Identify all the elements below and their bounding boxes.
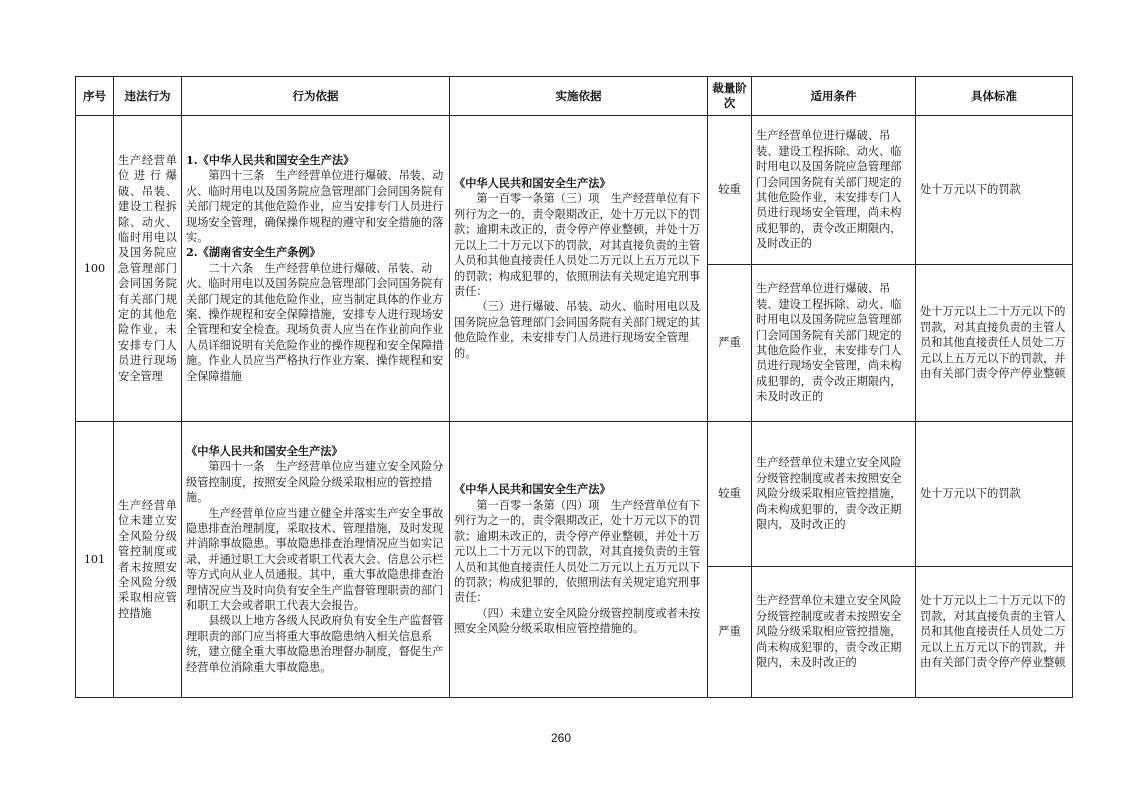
- law-title: 1.《中华人民共和国安全生产法》: [186, 152, 355, 167]
- enforcement-standard-table: [75, 76, 1073, 698]
- header-no: 序号: [76, 77, 114, 116]
- law-article: 第一百零一条第（三）项 生产经营单位有下列行为之一的，责令限期改正，处十万元以下的罚款；逾期未改正的，责令停产停业整顿，并处十万元以上二十万元以下的罚款，对其直接负责的主管人员和其他直接责任人员处二万元以上五万元以下的罚款；构成犯罪的，依照刑法有关规定追究刑事责任：: [454, 192, 701, 298]
- table-row: [76, 422, 1073, 567]
- law-article: 生产经营单位应当建立健全并落实生产安全事故隐患排查治理制度，采取技术、管理措施，及时发现并消除事故隐患。事故隐患排查治理情况应当如实记录，并通过职工大会或者职工代表大会、信息公示栏等方式向从业人员通报。其中，重大事故隐患排查治理情况应当及时向负有安全生产监督管理职责的部门和职工大会或者职工代表大会报告。: [186, 506, 444, 613]
- law-title: 2.《湖南省安全生产条例》: [186, 245, 321, 260]
- page-number: 260: [550, 731, 572, 745]
- table-header-row: [76, 77, 1073, 116]
- header-discretion-level: 裁量阶次: [708, 77, 752, 116]
- law-title: 《中华人民共和国安全生产法》: [454, 176, 611, 191]
- discretion-level: 严重: [708, 567, 752, 698]
- law-title: 《中华人民共和国安全生产法》: [454, 482, 611, 497]
- law-title: 《中华人民共和国安全生产法》: [186, 443, 343, 458]
- penalty-standard: 处十万元以下的罚款: [916, 116, 1073, 265]
- table-row: [76, 116, 1073, 265]
- row-number: 100: [76, 116, 114, 422]
- applicable-condition: 生产经营单位未建立安全风险分级管控制度或者未按照安全风险分级采取相应管控措施，尚未构成犯罪的，责令改正期限内，未及时改正的: [752, 567, 916, 698]
- implementation-basis-cell: [450, 116, 708, 422]
- discretion-level: 较重: [708, 116, 752, 265]
- violation-cell: 生产经营单位未建立安全风险分级管控制度或者未按照安全风险分级采取相应管控措施: [114, 422, 182, 698]
- law-article: （三）进行爆破、吊装、动火、临时用电以及国务院应急管理部门会同国务院有关部门规定的其他危险作业，未安排专门人员进行现场安全管理的。: [454, 300, 701, 360]
- applicable-condition: 生产经营单位进行爆破、吊装、建设工程拆除、动火、临时用电以及国务院应急管理部门会同国务院有关部门规定的其他危险作业，未安排专门人员进行现场安全管理，尚未构成犯罪的，责令改正期限内，未及时改正的: [752, 265, 916, 422]
- header-violation: 违法行为: [114, 77, 182, 116]
- penalty-standard: 处十万元以上二十万元以下的罚款，对其直接负责的主管人员和其他直接责任人员处二万元以上五万元以下的罚款，并由有关部门责令停产停业整顿: [916, 567, 1073, 698]
- applicable-condition: 生产经营单位进行爆破、吊装、建设工程拆除、动火、临时用电以及国务院应急管理部门会同国务院有关部门规定的其他危险作业，未安排专门人员进行现场安全管理，尚未构成犯罪的，责令改正期限内，及时改正的: [752, 116, 916, 265]
- header-implementation-basis: 实施依据: [450, 77, 708, 116]
- legal-basis-cell: [182, 422, 450, 698]
- discretion-level: 严重: [708, 265, 752, 422]
- applicable-condition: 生产经营单位未建立安全风险分级管控制度或者未按照安全风险分级采取相应管控措施，尚未构成犯罪的，责令改正期限内，及时改正的: [752, 422, 916, 567]
- penalty-standard: 处十万元以下的罚款: [916, 422, 1073, 567]
- header-legal-basis: 行为依据: [182, 77, 450, 116]
- violation-cell: 生产经营单位进行爆破、吊装、建设工程拆除、动火、临时用电以及国务院应急管理部门会同国务院有关部门规定的其他危险作业，未安排专门人员进行现场安全管理: [114, 116, 182, 422]
- implementation-basis-cell: [450, 422, 708, 698]
- discretion-level: 较重: [708, 422, 752, 567]
- law-article: 二十六条 生产经营单位进行爆破、吊装、动火、临时用电以及国务院应急管理部门会同国务院有关部门规定的其他危险作业，应当制定具体的作业方案、操作规程和安全保障措施，安排专人进行现场安全管理和安全检查。现场负责人应当在作业前向作业人员详细说明有关危险作业的操作规程和安全保障措施。作业人员应当严格执行作业方案、操作规程和安全保障措施: [186, 261, 444, 383]
- legal-basis-cell: [182, 116, 450, 422]
- law-article: （四）未建立安全风险分级管控制度或者未按照安全风险分级采取相应管控措施的。: [454, 606, 701, 636]
- penalty-standard: 处十万元以上二十万元以下的罚款，对其直接负责的主管人员和其他直接责任人员处二万元以上五万元以下的罚款，并由有关部门责令停产停业整顿: [916, 265, 1073, 422]
- law-article: 第一百零一条第（四）项 生产经营单位有下列行为之一的，责令限期改正，处十万元以下的罚款；逾期未改正的，责令停产停业整顿，并处十万元以上二十万元以下的罚款，对其直接负责的主管人员和其他直接责任人员处二万元以上五万元以下的罚款；构成犯罪的，依照刑法有关规定追究刑事责任：: [454, 498, 701, 605]
- law-article: 县级以上地方各级人民政府负有安全生产监督管理职责的部门应当将重大事故隐患纳入相关信息系统，建立健全重大事故隐患治理督办制度，督促生产经营单位消除重大事故隐患。: [186, 614, 444, 674]
- row-number: 101: [76, 422, 114, 698]
- header-applicable-conditions: 适用条件: [752, 77, 916, 116]
- law-article: 第四十三条 生产经营单位进行爆破、吊装、动火、临时用电以及国务院应急管理部门会同国务院有关部门规定的其他危险作业，应当安排专门人员进行现场安全管理，确保操作规程的遵守和安全措施的落实。: [186, 169, 444, 244]
- law-article: 第四十一条 生产经营单位应当建立安全风险分级管控制度，按照安全风险分级采取相应的管控措施。: [186, 460, 444, 505]
- header-specific-standard: 具体标准: [916, 77, 1073, 116]
